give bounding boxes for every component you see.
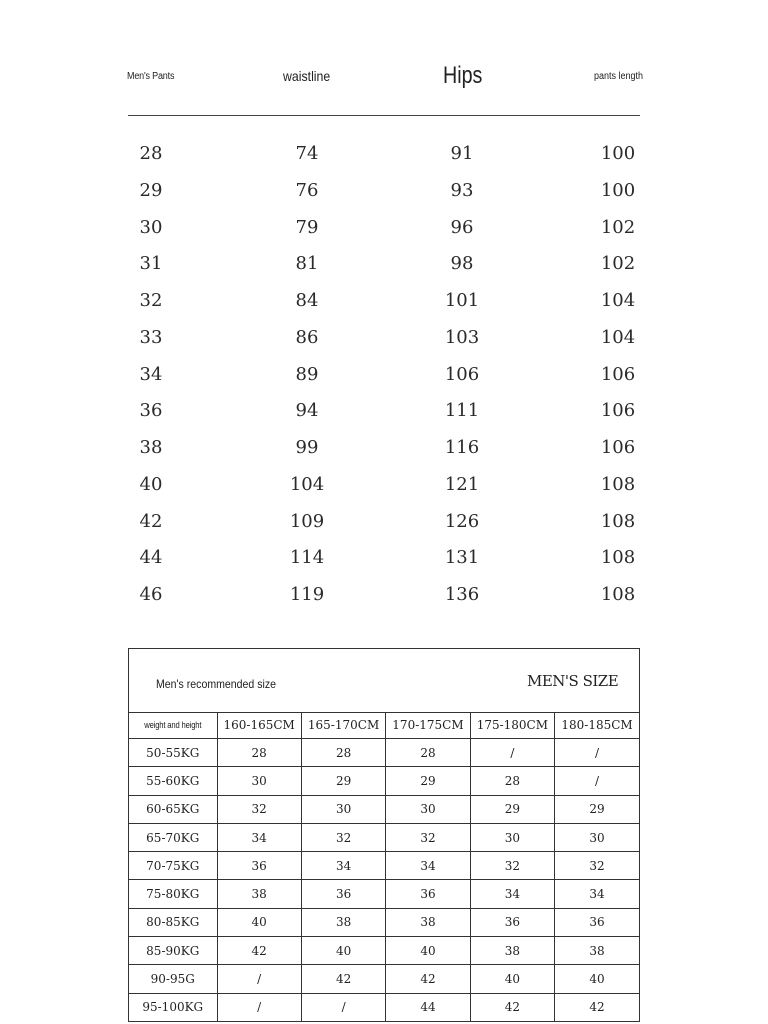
size-cell-hips: 93 — [450, 179, 474, 201]
recommended-size-cell: 40 — [301, 937, 385, 965]
recommended-size-cell: / — [301, 993, 385, 1021]
recommended-size-cell: 38 — [217, 880, 301, 908]
size-cell-length: 102 — [600, 253, 636, 275]
recommended-size-cell: 34 — [386, 852, 470, 880]
size-row — [0, 503, 768, 540]
mens-size-title: MEN'S SIZE — [527, 672, 619, 690]
size-cell-pants: 29 — [139, 179, 163, 201]
size-cell-length: 104 — [600, 326, 636, 348]
header-divider — [128, 115, 640, 116]
size-cell-length: 100 — [600, 179, 636, 201]
size-cell-waistline: 94 — [295, 400, 319, 422]
recommended-size-cell: / — [555, 767, 639, 795]
weight-cell: 65-70KG — [129, 823, 217, 851]
header-hips: Hips — [443, 62, 483, 89]
recommended-size-cell: / — [217, 993, 301, 1021]
recommended-size-cell: 34 — [470, 880, 554, 908]
size-cell-length: 108 — [600, 510, 636, 532]
size-cell-waistline: 74 — [295, 143, 319, 164]
size-cell-hips: 96 — [450, 216, 474, 238]
weight-row — [129, 739, 639, 767]
size-cell-waistline: 76 — [295, 179, 319, 201]
size-cell-hips: 106 — [444, 363, 480, 385]
weight-row — [129, 965, 639, 993]
recommended-size-cell: 40 — [555, 965, 639, 993]
size-cell-waistline: 81 — [295, 253, 319, 275]
weight-row — [129, 795, 639, 823]
weight-row — [129, 852, 639, 880]
weight-cell: 55-60KG — [129, 767, 217, 795]
weight-cell: 75-80KG — [129, 880, 217, 908]
recommended-size-cell: 32 — [470, 852, 554, 880]
size-row — [0, 172, 768, 209]
size-row — [0, 392, 768, 429]
size-cell-length: 100 — [600, 143, 636, 164]
recommended-size-cell: 34 — [217, 823, 301, 851]
size-cell-length: 106 — [600, 437, 636, 458]
size-cell-pants: 34 — [139, 363, 163, 385]
size-row — [0, 135, 768, 172]
size-row — [0, 429, 768, 466]
recommended-size-cell: 42 — [386, 965, 470, 993]
size-cell-waistline: 109 — [289, 510, 325, 532]
size-cell-length: 106 — [600, 363, 636, 385]
height-header-cell: 165-170CM — [301, 712, 385, 739]
recommended-size-cell: 28 — [470, 767, 554, 795]
weight-cell: 90-95G — [129, 965, 217, 993]
weight-cell: 60-65KG — [129, 795, 217, 823]
recommended-size-cell: 29 — [301, 767, 385, 795]
recommended-size-table — [128, 648, 640, 1022]
size-cell-waistline: 86 — [295, 326, 319, 348]
size-cell-hips: 98 — [450, 253, 474, 275]
size-row — [0, 245, 768, 282]
size-row — [0, 356, 768, 393]
size-chart — [0, 135, 768, 613]
size-cell-pants: 42 — [139, 510, 163, 532]
recommended-subtitle: Men's recommended size — [156, 677, 276, 691]
size-cell-hips: 126 — [444, 510, 480, 532]
size-cell-waistline: 104 — [289, 473, 325, 495]
size-row — [0, 576, 768, 613]
size-cell-pants: 31 — [139, 253, 163, 275]
weight-row — [129, 908, 639, 936]
weight-row — [129, 937, 639, 965]
weight-row — [129, 823, 639, 851]
weight-row — [129, 880, 639, 908]
header-mens-pants: Men's Pants — [127, 70, 175, 82]
weight-cell: 50-55KG — [129, 739, 217, 767]
recommended-title-row — [129, 649, 639, 713]
weight-row — [129, 767, 639, 795]
size-cell-waistline: 89 — [295, 363, 319, 385]
size-cell-waistline: 84 — [295, 290, 319, 311]
recommended-size-cell: 36 — [301, 880, 385, 908]
recommended-size-cell: 30 — [555, 823, 639, 851]
weight-cell: 95-100KG — [129, 993, 217, 1021]
recommended-size-cell: / — [555, 739, 639, 767]
size-cell-length: 104 — [600, 290, 636, 311]
size-cell-pants: 38 — [139, 437, 163, 458]
size-row — [0, 466, 768, 503]
recommended-size-cell: 36 — [470, 908, 554, 936]
size-cell-hips: 121 — [444, 473, 480, 495]
recommended-size-cell: 40 — [217, 908, 301, 936]
recommended-size-cell: 42 — [301, 965, 385, 993]
recommended-size-cell: 32 — [555, 852, 639, 880]
size-row — [0, 319, 768, 356]
weight-row — [129, 993, 639, 1021]
height-header-cell: 160-165CM — [217, 712, 301, 739]
recommended-size-cell: 42 — [555, 993, 639, 1021]
recommended-size-cell: 30 — [217, 767, 301, 795]
header-waistline: waistline — [283, 68, 331, 84]
weight-cell: 80-85KG — [129, 908, 217, 936]
size-cell-hips: 101 — [444, 290, 480, 311]
recommended-size-cell: 42 — [217, 937, 301, 965]
weight-cell: 85-90KG — [129, 937, 217, 965]
recommended-size-cell: 38 — [555, 937, 639, 965]
recommended-size-cell: 36 — [555, 908, 639, 936]
recommended-size-cell: 36 — [217, 852, 301, 880]
size-cell-length: 108 — [600, 473, 636, 495]
recommended-size-cell: 38 — [301, 908, 385, 936]
recommended-size-cell: 32 — [217, 795, 301, 823]
size-cell-pants: 36 — [139, 400, 163, 422]
recommended-size-cell: 34 — [555, 880, 639, 908]
recommended-size-cell: 30 — [386, 795, 470, 823]
size-cell-waistline: 114 — [289, 547, 325, 569]
size-cell-pants: 30 — [139, 216, 163, 238]
size-cell-waistline: 99 — [295, 437, 319, 458]
size-cell-hips: 136 — [444, 584, 480, 605]
recommended-grid — [129, 712, 639, 1021]
size-cell-pants: 44 — [139, 547, 163, 569]
recommended-size-cell: 30 — [470, 823, 554, 851]
recommended-size-cell: 28 — [217, 739, 301, 767]
recommended-size-cell: 28 — [386, 739, 470, 767]
height-header-cell: 170-175CM — [386, 712, 470, 739]
size-cell-length: 106 — [600, 400, 636, 422]
size-row — [0, 282, 768, 319]
recommended-size-cell: / — [217, 965, 301, 993]
recommended-size-cell: 32 — [386, 823, 470, 851]
size-cell-pants: 32 — [139, 290, 163, 311]
size-cell-pants: 40 — [139, 473, 163, 495]
recommended-size-cell: 30 — [301, 795, 385, 823]
size-cell-hips: 91 — [450, 143, 474, 164]
size-cell-length: 108 — [600, 584, 636, 605]
size-cell-length: 102 — [600, 216, 636, 238]
recommended-size-cell: 42 — [470, 993, 554, 1021]
size-row — [0, 539, 768, 576]
size-cell-pants: 33 — [139, 326, 163, 348]
size-cell-hips: 111 — [444, 400, 480, 422]
recommended-size-cell: 40 — [470, 965, 554, 993]
weight-height-corner: weight and height — [136, 712, 211, 739]
size-cell-hips: 131 — [444, 547, 480, 569]
size-cell-waistline: 119 — [289, 584, 325, 605]
recommended-size-cell: 38 — [470, 937, 554, 965]
recommended-size-cell: 36 — [386, 880, 470, 908]
header-pants-length: pants length — [594, 70, 644, 82]
recommended-size-cell: / — [470, 739, 554, 767]
recommended-size-cell: 34 — [301, 852, 385, 880]
recommended-size-cell: 28 — [301, 739, 385, 767]
height-header-cell: 180-185CM — [555, 712, 639, 739]
recommended-size-cell: 29 — [555, 795, 639, 823]
recommended-size-cell: 40 — [386, 937, 470, 965]
recommended-size-cell: 32 — [301, 823, 385, 851]
size-cell-hips: 103 — [444, 326, 480, 348]
recommended-size-cell: 44 — [386, 993, 470, 1021]
size-row — [0, 209, 768, 246]
size-cell-hips: 116 — [444, 437, 480, 458]
recommended-size-cell: 29 — [386, 767, 470, 795]
size-cell-waistline: 79 — [295, 216, 319, 238]
size-cell-pants: 28 — [139, 143, 163, 164]
weight-cell: 70-75KG — [129, 852, 217, 880]
recommended-size-cell: 29 — [470, 795, 554, 823]
recommended-size-cell: 38 — [386, 908, 470, 936]
height-header-cell: 175-180CM — [470, 712, 554, 739]
height-header-row — [129, 712, 639, 739]
size-cell-length: 108 — [600, 547, 636, 569]
size-cell-pants: 46 — [139, 584, 163, 605]
